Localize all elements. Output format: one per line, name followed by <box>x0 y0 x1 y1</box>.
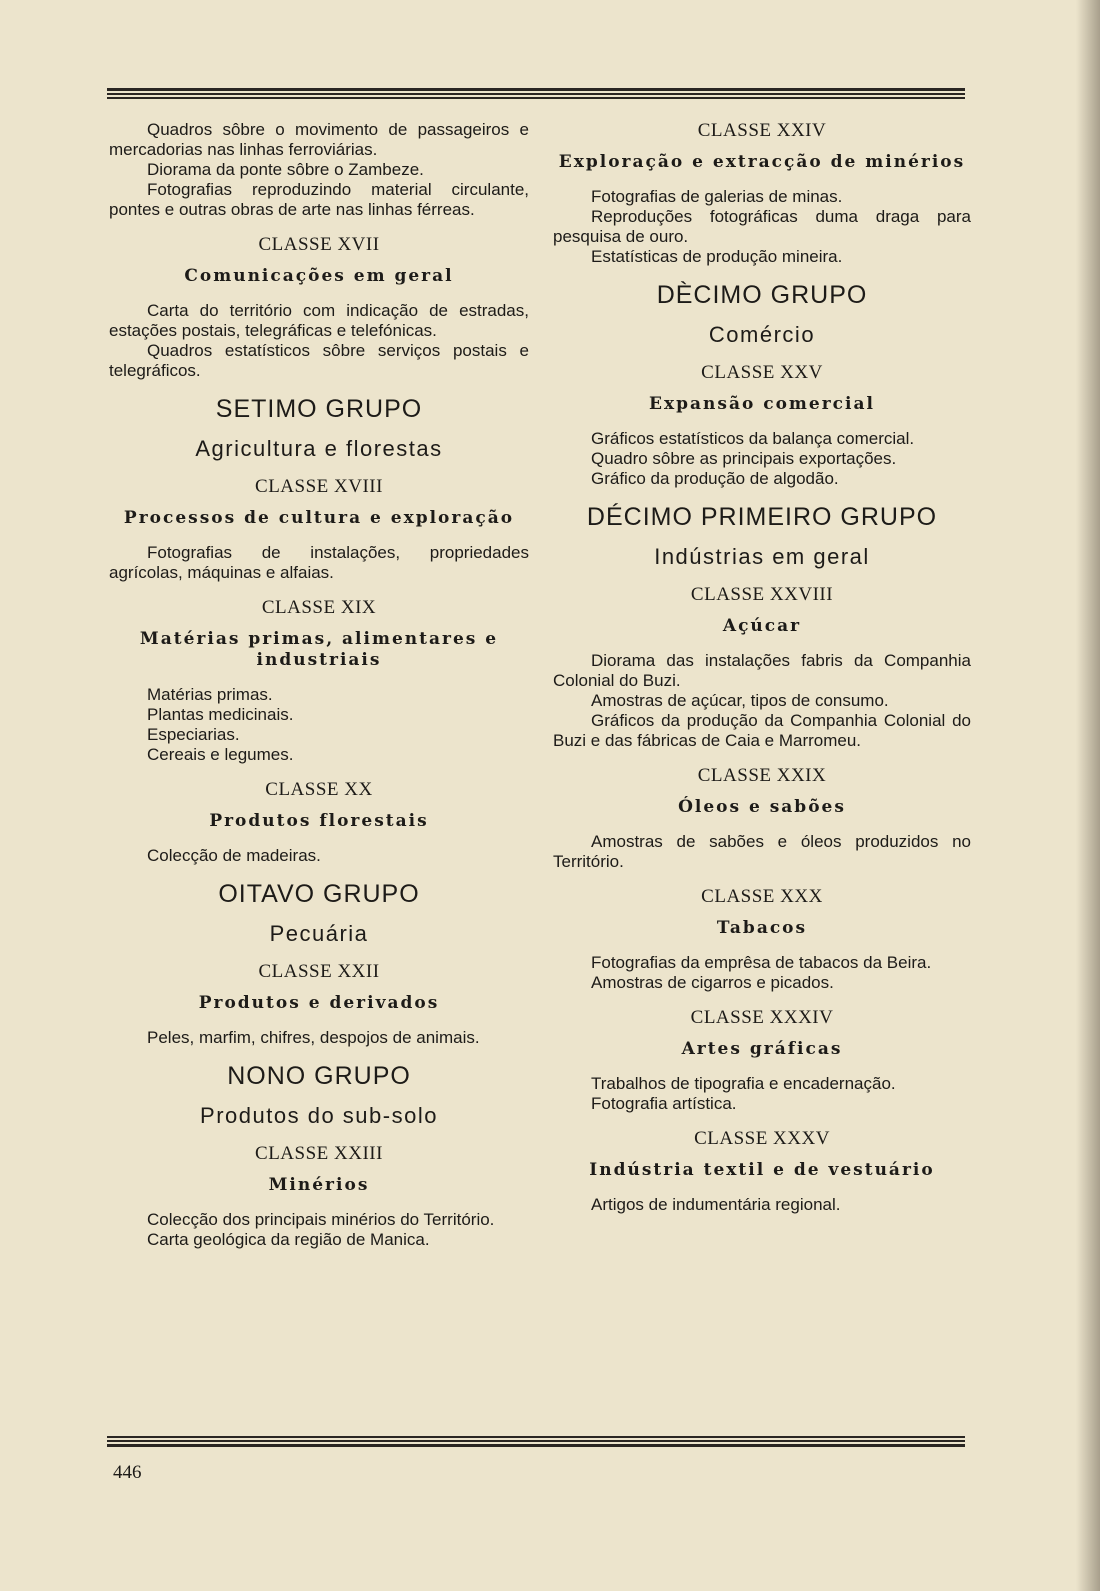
paragraph: Amostras de açúcar, tipos de consumo. <box>591 691 889 710</box>
group-subtitle: Comércio <box>708 322 816 347</box>
section-title: Indústria textil e de vestuário <box>589 1160 935 1180</box>
page-number: 446 <box>113 1462 142 1483</box>
list-item: Matérias primas. <box>147 685 273 704</box>
bottom-rule <box>107 1436 965 1449</box>
classe-heading: CLASSE XXIX <box>697 765 827 786</box>
top-rule <box>107 88 965 101</box>
paragraph: Peles, marfim, chifres, despojos de animais. <box>147 1028 480 1047</box>
section-title: Comunicações em geral <box>184 266 454 286</box>
paragraph: Diorama das instalações fabris da Companhia Colonial do Buzi. <box>553 651 971 690</box>
paragraph: Amostras de sabões e óleos produzidos no Território. <box>553 832 971 871</box>
paragraph: Estatísticas de produção mineira. <box>591 247 843 266</box>
list-item: Cereais e legumes. <box>147 745 294 764</box>
classe-heading: CLASSE XX <box>265 779 373 800</box>
section-title: Produtos e derivados <box>198 993 440 1013</box>
paragraph: Gráficos estatísticos da balança comercial. <box>591 429 915 448</box>
paragraph: Fotografias reproduzindo material circulante, pontes e outras obras de arte nas linhas férreas. <box>109 180 529 219</box>
section-title: Produtos florestais <box>209 811 429 831</box>
classe-heading: CLASSE XXIV <box>697 120 827 141</box>
paragraph: Fotografias da emprêsa de tabacos da Beira. <box>591 953 932 972</box>
paragraph: Fotografia artística. <box>591 1094 737 1113</box>
paragraph: Fotografias de instalações, propriedades agrícolas, máquinas e alfaias. <box>109 543 529 582</box>
paragraph: Amostras de cigarros e picados. <box>591 973 834 992</box>
paragraph: Colecção de madeiras. <box>147 846 321 865</box>
list-item: Plantas medicinais. <box>147 705 294 724</box>
paragraph: Gráficos da produção da Companhia Colonial do Buzi e das fábricas de Caia e Marromeu. <box>553 711 971 750</box>
page-edge-shadow <box>1076 0 1100 1591</box>
group-subtitle: Indústrias em geral <box>654 544 870 569</box>
paragraph: Carta do território com indicação de estradas, estações postais, telegráficas e telefónicas. <box>109 301 529 340</box>
section-title: Matérias primas, alimentares e industriais <box>139 629 499 670</box>
classe-heading: CLASSE XVIII <box>255 476 383 497</box>
classe-heading: CLASSE XVII <box>258 234 380 255</box>
section-title: Óleos e sabões <box>678 797 846 817</box>
section-title: Exploração e extracção de minérios <box>558 152 966 172</box>
group-heading: SETIMO GRUPO <box>215 395 423 423</box>
group-subtitle: Produtos do sub-solo <box>200 1103 438 1128</box>
paragraph: Quadros sôbre o movimento de passageiros e mercadorias nas linhas ferroviárias. <box>109 120 529 159</box>
paragraph: Trabalhos de tipografia e encadernação. <box>591 1074 896 1093</box>
classe-heading: CLASSE XXXV <box>694 1128 830 1149</box>
paragraph: Diorama da ponte sôbre o Zambeze. <box>147 160 424 179</box>
section-title: Minérios <box>268 1175 370 1195</box>
group-subtitle: Pecuária <box>269 921 369 946</box>
paragraph: Carta geológica da região de Manica. <box>147 1230 430 1249</box>
paragraph: Artigos de indumentária regional. <box>591 1195 841 1214</box>
group-subtitle: Agricultura e florestas <box>195 436 443 461</box>
paragraph: Quadro sôbre as principais exportações. <box>591 449 897 468</box>
list-item: Especiarias. <box>147 725 240 744</box>
classe-heading: CLASSE XXXIV <box>690 1007 834 1028</box>
classe-heading: CLASSE XXVIII <box>690 584 834 605</box>
group-heading: DÈCIMO GRUPO <box>656 281 868 309</box>
section-title: Processos de cultura e exploração <box>123 508 515 528</box>
right-column <box>553 120 971 1215</box>
paragraph: Reproduções fotográficas duma draga para pesquisa de ouro. <box>553 207 971 246</box>
section-title: Açúcar <box>722 616 802 636</box>
left-column <box>109 120 529 1250</box>
classe-heading: CLASSE XIX <box>261 597 377 618</box>
group-heading: NONO GRUPO <box>227 1062 411 1090</box>
paragraph: Gráfico da produção de algodão. <box>591 469 839 488</box>
classe-heading: CLASSE XXX <box>701 886 823 907</box>
section-title: Tabacos <box>716 918 808 938</box>
paragraph: Quadros estatísticos sôbre serviços postais e telegráficos. <box>109 341 529 380</box>
paragraph: Colecção dos principais minérios do Território. <box>147 1210 495 1229</box>
classe-heading: CLASSE XXV <box>701 362 823 383</box>
classe-heading: CLASSE XXII <box>258 961 380 982</box>
section-title: Artes gráficas <box>681 1039 843 1059</box>
section-title: Expansão comercial <box>649 394 875 414</box>
classe-heading: CLASSE XXIII <box>255 1143 383 1164</box>
group-heading: DÉCIMO PRIMEIRO GRUPO <box>586 503 938 531</box>
group-heading: OITAVO GRUPO <box>218 880 420 908</box>
paragraph: Fotografias de galerias de minas. <box>591 187 843 206</box>
